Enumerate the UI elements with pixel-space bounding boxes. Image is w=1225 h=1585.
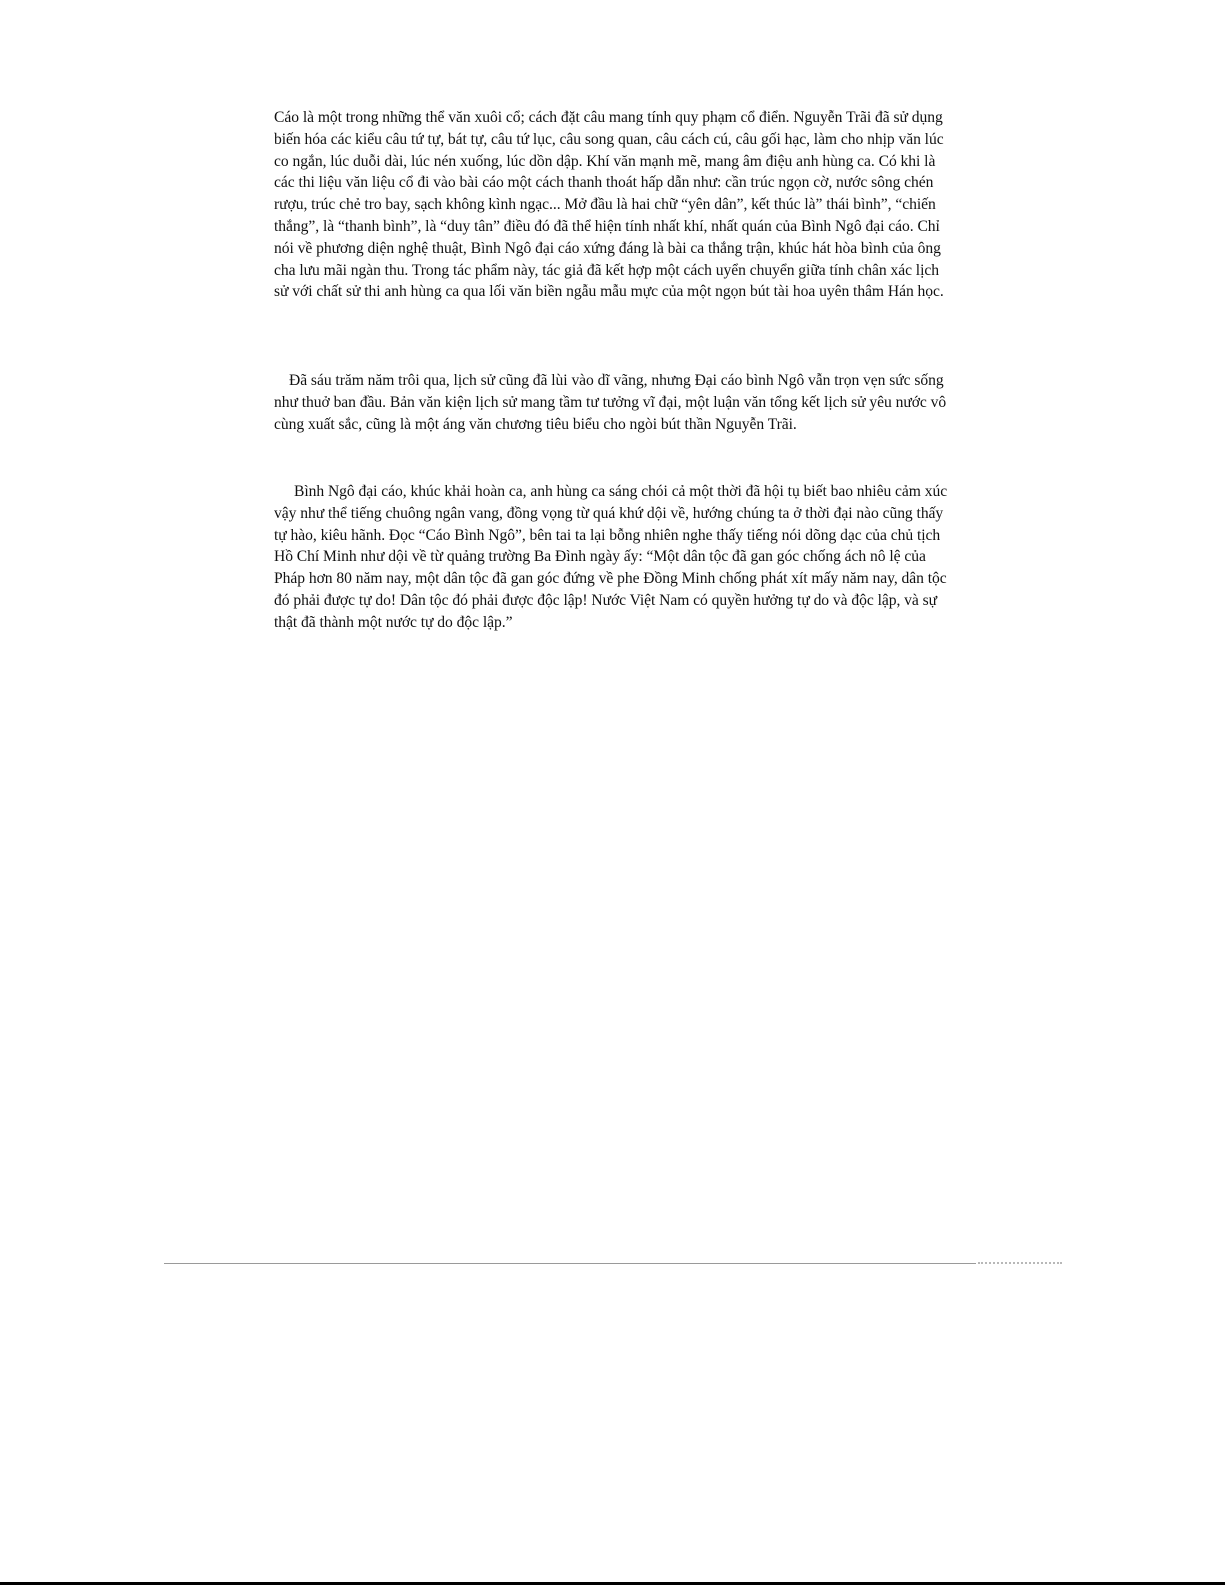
footer-divider — [164, 1263, 976, 1264]
paragraph-3: Bình Ngô đại cáo, khúc khải hoàn ca, anh hùng ca sáng chói cả một thời đã hội tụ biết bao nhiêu cảm xúc vậy như thể tiếng chuông ngân vang, đồng vọng từ quá khứ dội về, hướng chúng ta ở thời đại nào cũng thấy tự hào, kiêu hãnh. Đọc “Cáo Bình Ngô”, bên tai ta lại bỗng nhiên nghe thấy tiếng nói dõng dạc của chủ tịch Hồ Chí Minh như dội về từ quảng trường Ba Đình ngày ấy: “Một dân tộc đã gan góc chống ách nô lệ của Pháp hơn 80 năm nay, một dân tộc đã gan góc đứng về phe Đồng Minh chống phát xít mấy năm nay, dân tộc đó phải được tự do! Dân tộc đó phải được độc lập! Nước Việt Nam có quyền hưởng tự do và độc lập, và sự thật đã thành một nước tự do độc lập.” — [274, 483, 948, 631]
paragraph-1: Cáo là một trong những thể văn xuôi cổ; cách đặt câu mang tính quy phạm cổ điển. Nguyễn Trãi đã sử dụng biến hóa các kiểu câu tứ tự, bát tự, câu tứ lục, câu song quan, câu cách cú, câu gối hạc, làm cho nhịp văn lúc co ngắn, lúc duỗi dài, lúc nén xuống, lúc dồn dập. Khí văn mạnh mẽ, mang âm điệu anh hùng ca. Có khi là các thi liệu văn liệu cổ đi vào bài cáo một cách thanh thoát hấp dẫn như: cần trúc ngọn cờ, nước sông chén rượu, trúc chẻ tro bay, sạch không kình ngạc... Mở đầu là hai chữ “yên dân”, kết thúc là” thái bình”, “chiến thắng”, là “thanh bình”, là “duy tân” điều đó đã thể hiện tính nhất khí, nhất quán của Bình Ngô đại cáo. Chỉ nói về phương diện nghệ thuật, Bình Ngô đại cáo xứng đáng là bài ca thắng trận, khúc hát hòa bình của ông cha lưu mãi ngàn thu. Trong tác phẩm này, tác giả đã kết hợp một cách uyển chuyển giữa tính chân xác lịch sử với chất sử thi anh hùng ca qua lối văn biền ngẫu mẫu mực của một ngọn bút tài hoa uyên thâm Hán học. — [274, 109, 944, 301]
footer-divider-tail — [978, 1262, 1062, 1264]
paragraph-2: Đã sáu trăm năm trôi qua, lịch sử cũng đã lùi vào dĩ vãng, nhưng Đại cáo bình Ngô vẫn trọn vẹn sức sống như thuở ban đầu. Bản văn kiện lịch sử mang tầm tư tưởng vĩ đại, một luận văn tổng kết lịch sử yêu nước vô cùng xuất sắc, cũng là một áng văn chương tiêu biểu cho ngòi bút thần Nguyễn Trãi. — [274, 372, 947, 433]
